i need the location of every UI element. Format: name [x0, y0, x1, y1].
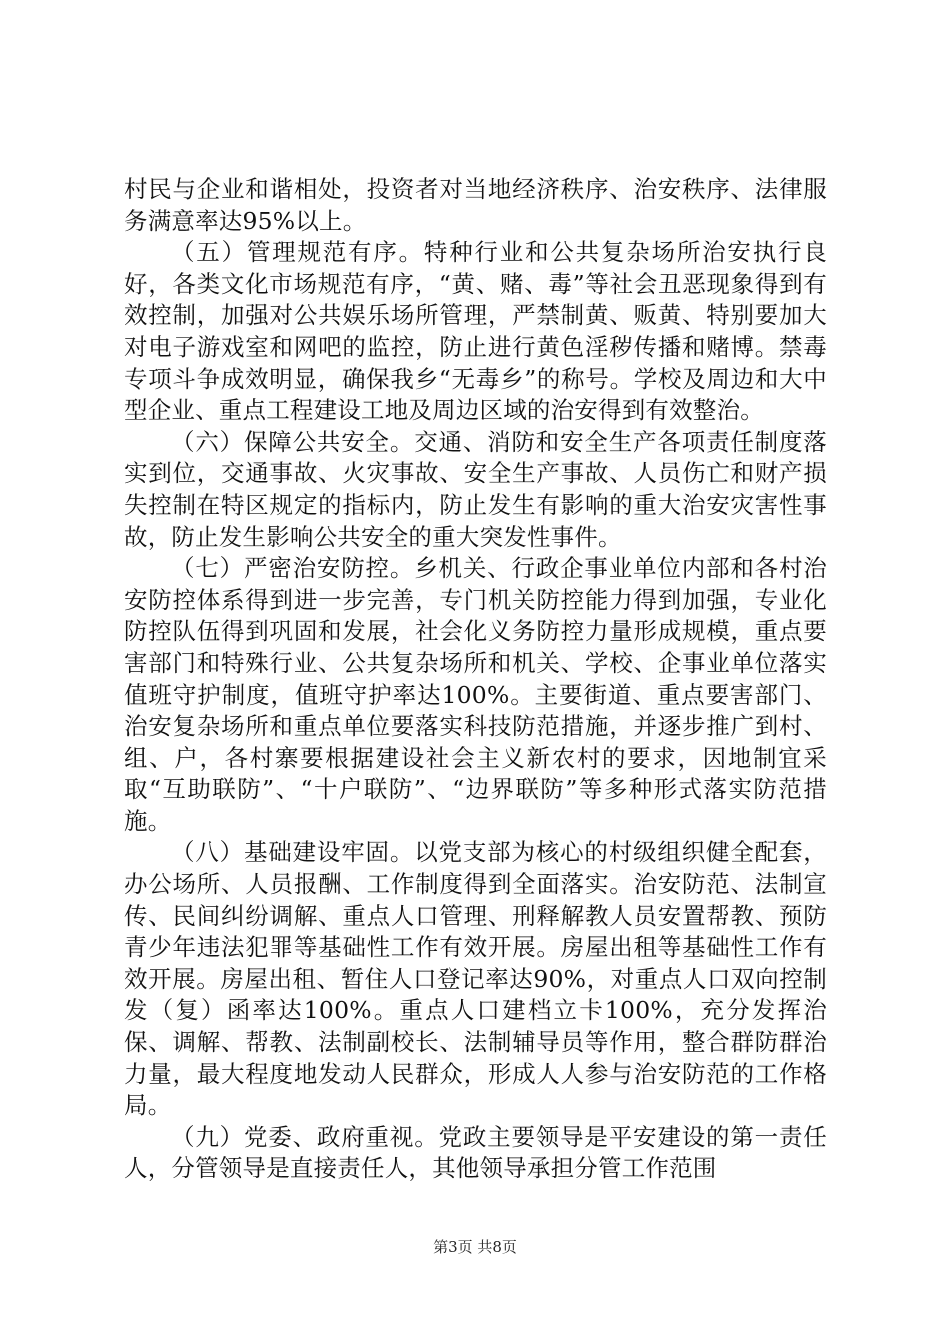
paragraph-section-7: （七）严密治安防控。乡机关、行政企事业单位内部和各村治安防控体系得到进一步完善，专门机关防控能力得到加强，专业化防控队伍得到巩固和发展，社会化义务防控力量形成规模，重点要害部门和特殊行业、公共复杂场所和机关、学校、企事业单位落实值班守护制度，值班守护率达100%。主要街道、重点要害部门、治安复杂场所和重点单位要落实科技防范措施，并逐步推广到村、组、户，各村寨要根据建设社会主义新农村的要求，因地制宜采取“互助联防”、“十户联防”、“边界联防”等多种形式落实防范措施。: [124, 554, 827, 835]
paragraph-1: 村民与企业和谐相处，投资者对当地经济秩序、治安秩序、法律服务满意率达95%以上。: [124, 175, 827, 235]
paragraph-section-9: （九）党委、政府重视。党政主要领导是平安建设的第一责任人，分管领导是直接责任人，其他领导承担分管工作范围: [124, 1122, 827, 1183]
paragraph-section-5: （五）管理规范有序。特种行业和公共复杂场所治安执行良好，各类文化市场规范有序，“黄、赌、毒”等社会丑恶现象得到有效控制，加强对公共娱乐场所管理，严禁制黄、贩黄、特别要加大对电子游戏室和网吧的监控，防止进行黄色淫秽传播和赌博。禁毒专项斗争成效明显，确保我乡“无毒乡”的称号。学校及周边和大中型企业、重点工程建设工地及周边区域的治安得到有效整治。: [124, 238, 827, 425]
page-footer: 第3页 共8页: [433, 1238, 517, 1256]
paragraph-section-8: （八）基础建设牢固。以党支部为核心的村级组织健全配套，办公场所、人员报酬、工作制度得到全面落实。治安防范、法制宣传、民间纠纷调解、重点人口管理、刑释解教人员安置帮教、预防青少年违法犯罪等基础性工作有效开展。房屋出租等基础性工作有效开展。房屋出租、暂住人口登记率达90%，对重点人口双向控制发（复）函率达100%。重点人口建档立卡100%，充分发挥治保、调解、帮教、法制副校长、法制辅导员等作用，整合群防群治力量，最大程度地发动人民群众，形成人人参与治安防范的工作格局。: [124, 838, 827, 1120]
document-body: [124, 174, 827, 1185]
paragraph-section-6: （六）保障公共安全。交通、消防和安全生产各项责任制度落实到位，交通事故、火灾事故、安全生产事故、人员伤亡和财产损失控制在特区规定的指标内，防止发生有影响的重大治安灾害性事故，防止发生影响公共安全的重大突发性事件。: [124, 427, 827, 551]
